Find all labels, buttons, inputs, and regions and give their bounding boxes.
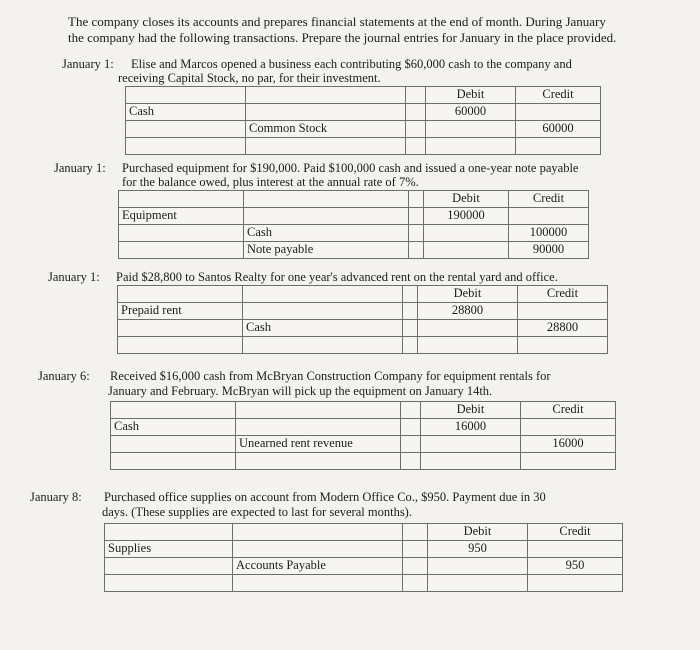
table-row bbox=[111, 419, 616, 436]
entry5-desc-line2: days. (These supplies are expected to last for several months). bbox=[102, 505, 412, 519]
entry3-desc-line1: Paid $28,800 to Santos Realty for one year's advanced rent on the rental yard and office. bbox=[116, 270, 558, 284]
debit-header: Debit bbox=[424, 191, 509, 208]
account-cell[interactable]: Unearned rent revenue bbox=[236, 436, 401, 453]
journal-table-3 bbox=[117, 285, 608, 354]
journal-table-2 bbox=[118, 190, 589, 259]
table-row bbox=[126, 87, 601, 104]
table-row bbox=[118, 320, 608, 337]
table-row bbox=[105, 558, 623, 575]
table-row bbox=[119, 191, 589, 208]
debit-cell[interactable]: 190000 bbox=[424, 208, 509, 225]
table-row bbox=[119, 225, 589, 242]
journal-table-1 bbox=[125, 86, 601, 155]
debit-cell[interactable]: 950 bbox=[428, 541, 528, 558]
intro-line-2: the company had the following transactions. Prepare the journal entries for January in the place provided. bbox=[68, 30, 617, 45]
table-row bbox=[126, 104, 601, 121]
table-row bbox=[126, 138, 601, 155]
credit-header: Credit bbox=[528, 524, 623, 541]
credit-cell[interactable]: 28800 bbox=[518, 320, 608, 337]
entry2-desc-line2: for the balance owed, plus interest at the annual rate of 7%. bbox=[122, 175, 419, 189]
account-cell[interactable]: Equipment bbox=[119, 208, 244, 225]
account-cell[interactable]: Prepaid rent bbox=[118, 303, 243, 320]
table-row bbox=[119, 242, 589, 259]
credit-header: Credit bbox=[516, 87, 601, 104]
account-cell[interactable]: Cash bbox=[126, 104, 246, 121]
entry1-desc-line2: receiving Capital Stock, no par, for their investment. bbox=[118, 71, 381, 85]
table-row bbox=[111, 402, 616, 419]
credit-cell[interactable]: 90000 bbox=[509, 242, 589, 259]
table-row bbox=[105, 575, 623, 592]
account-cell[interactable]: Supplies bbox=[105, 541, 233, 558]
credit-header: Credit bbox=[521, 402, 616, 419]
account-cell[interactable]: Cash bbox=[243, 320, 403, 337]
credit-cell[interactable]: 100000 bbox=[509, 225, 589, 242]
account-cell[interactable]: Cash bbox=[111, 419, 236, 436]
table-row bbox=[119, 208, 589, 225]
table-row bbox=[111, 453, 616, 470]
table-row bbox=[118, 337, 608, 354]
credit-cell[interactable]: 950 bbox=[528, 558, 623, 575]
debit-header: Debit bbox=[426, 87, 516, 104]
debit-header: Debit bbox=[421, 402, 521, 419]
table-row bbox=[111, 436, 616, 453]
entry5-date: January 8: bbox=[30, 490, 82, 504]
intro-line-1: The company closes its accounts and prepares financial statements at the end of month. During January bbox=[68, 14, 606, 29]
entry4-desc-line2: January and February. McBryan will pick up the equipment on January 14th. bbox=[108, 384, 493, 398]
credit-header: Credit bbox=[509, 191, 589, 208]
debit-cell[interactable]: 60000 bbox=[426, 104, 516, 121]
table-row bbox=[105, 524, 623, 541]
table-row bbox=[105, 541, 623, 558]
journal-table-4 bbox=[110, 401, 616, 470]
entry1-desc-line1: Elise and Marcos opened a business each contributing $60,000 cash to the company and bbox=[131, 57, 572, 71]
entry4-date: January 6: bbox=[38, 369, 90, 383]
debit-header: Debit bbox=[418, 286, 518, 303]
journal-table-5 bbox=[104, 523, 623, 592]
table-row bbox=[118, 286, 608, 303]
debit-cell[interactable]: 28800 bbox=[418, 303, 518, 320]
entry2-desc-line1: Purchased equipment for $190,000. Paid $100,000 cash and issued a one-year note payable bbox=[122, 161, 579, 175]
table-row bbox=[126, 121, 601, 138]
account-cell[interactable]: Accounts Payable bbox=[233, 558, 403, 575]
account-cell[interactable]: Common Stock bbox=[246, 121, 406, 138]
entry4-desc-line1: Received $16,000 cash from McBryan Construction Company for equipment rentals for bbox=[110, 369, 551, 383]
credit-cell[interactable]: 16000 bbox=[521, 436, 616, 453]
entry1-date: January 1: bbox=[62, 57, 114, 71]
account-cell[interactable]: Note payable bbox=[244, 242, 409, 259]
entry2-date: January 1: bbox=[54, 161, 106, 175]
entry3-date: January 1: bbox=[48, 270, 100, 284]
entry5-desc-line1: Purchased office supplies on account from Modern Office Co., $950. Payment due in 30 bbox=[104, 490, 546, 504]
debit-header: Debit bbox=[428, 524, 528, 541]
account-cell[interactable]: Cash bbox=[244, 225, 409, 242]
table-row bbox=[118, 303, 608, 320]
credit-header: Credit bbox=[518, 286, 608, 303]
debit-cell[interactable]: 16000 bbox=[421, 419, 521, 436]
credit-cell[interactable]: 60000 bbox=[516, 121, 601, 138]
